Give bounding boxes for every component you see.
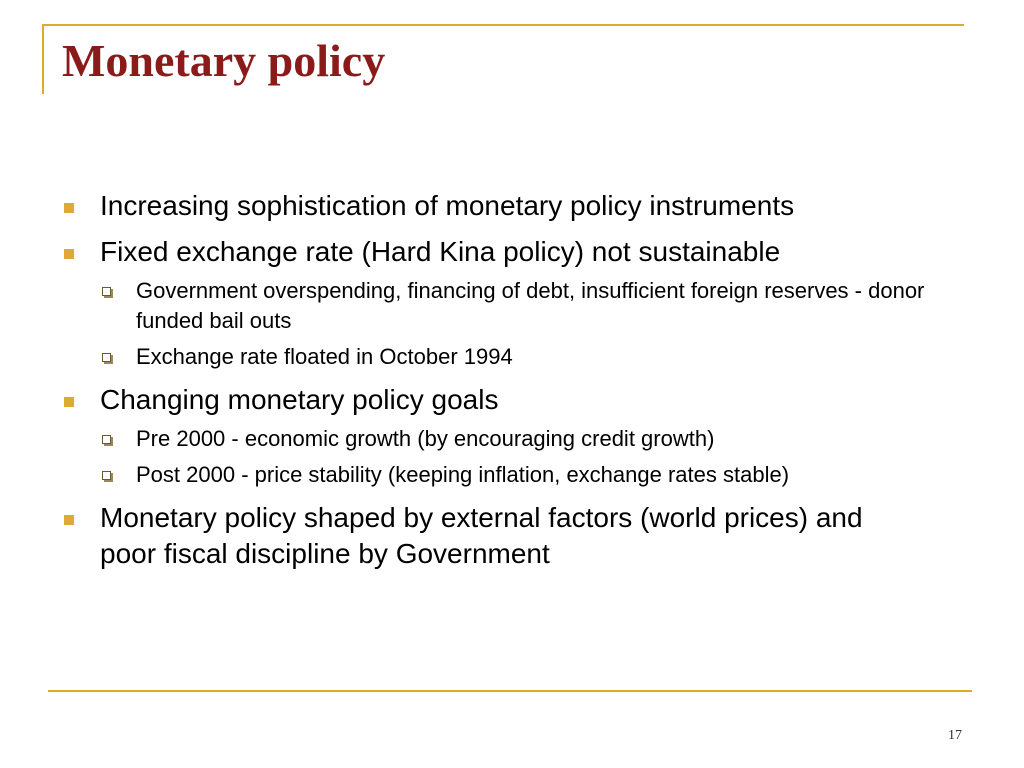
bullet-text: Increasing sophistication of monetary policy instruments xyxy=(100,190,795,221)
bullet-item xyxy=(60,188,960,224)
sub-bullet-text: Government overspending, financing of debt, insufficient foreign reserves - donor funded bail outs xyxy=(136,278,925,333)
sub-bullet-text: Pre 2000 - economic growth (by encouraging credit growth) xyxy=(136,426,715,451)
hollow-square-bullet-icon xyxy=(102,287,111,296)
bullet-list xyxy=(60,188,960,582)
hollow-square-bullet-icon xyxy=(102,435,111,444)
page-number: 17 xyxy=(948,728,962,743)
sub-bullet-text: Post 2000 - price stability (keeping inflation, exchange rates stable) xyxy=(136,462,790,487)
bullet-text: Fixed exchange rate (Hard Kina policy) not sustainable xyxy=(100,236,781,267)
bullet-text: Changing monetary policy goals xyxy=(100,384,499,415)
sub-bullet-item xyxy=(100,342,956,372)
square-bullet-icon xyxy=(64,203,74,213)
bullet-item xyxy=(60,234,960,270)
square-bullet-icon xyxy=(64,515,74,525)
top-frame-line xyxy=(42,24,964,26)
hollow-square-bullet-icon xyxy=(102,353,111,362)
sub-bullet-item xyxy=(100,460,956,490)
bullet-item xyxy=(60,500,890,572)
sub-bullet-item xyxy=(100,276,956,336)
square-bullet-icon xyxy=(64,397,74,407)
bullet-item xyxy=(60,382,960,418)
square-bullet-icon xyxy=(64,249,74,259)
slide-title: Monetary policy xyxy=(62,35,386,86)
sub-bullet-text: Exchange rate floated in October 1994 xyxy=(136,344,513,369)
sub-bullet-item xyxy=(100,424,956,454)
left-frame-line xyxy=(42,24,44,94)
bullet-text: Monetary policy shaped by external factors (world prices) and poor fiscal discipline by Government xyxy=(100,502,863,569)
hollow-square-bullet-icon xyxy=(102,471,111,480)
footer-divider xyxy=(48,690,972,692)
